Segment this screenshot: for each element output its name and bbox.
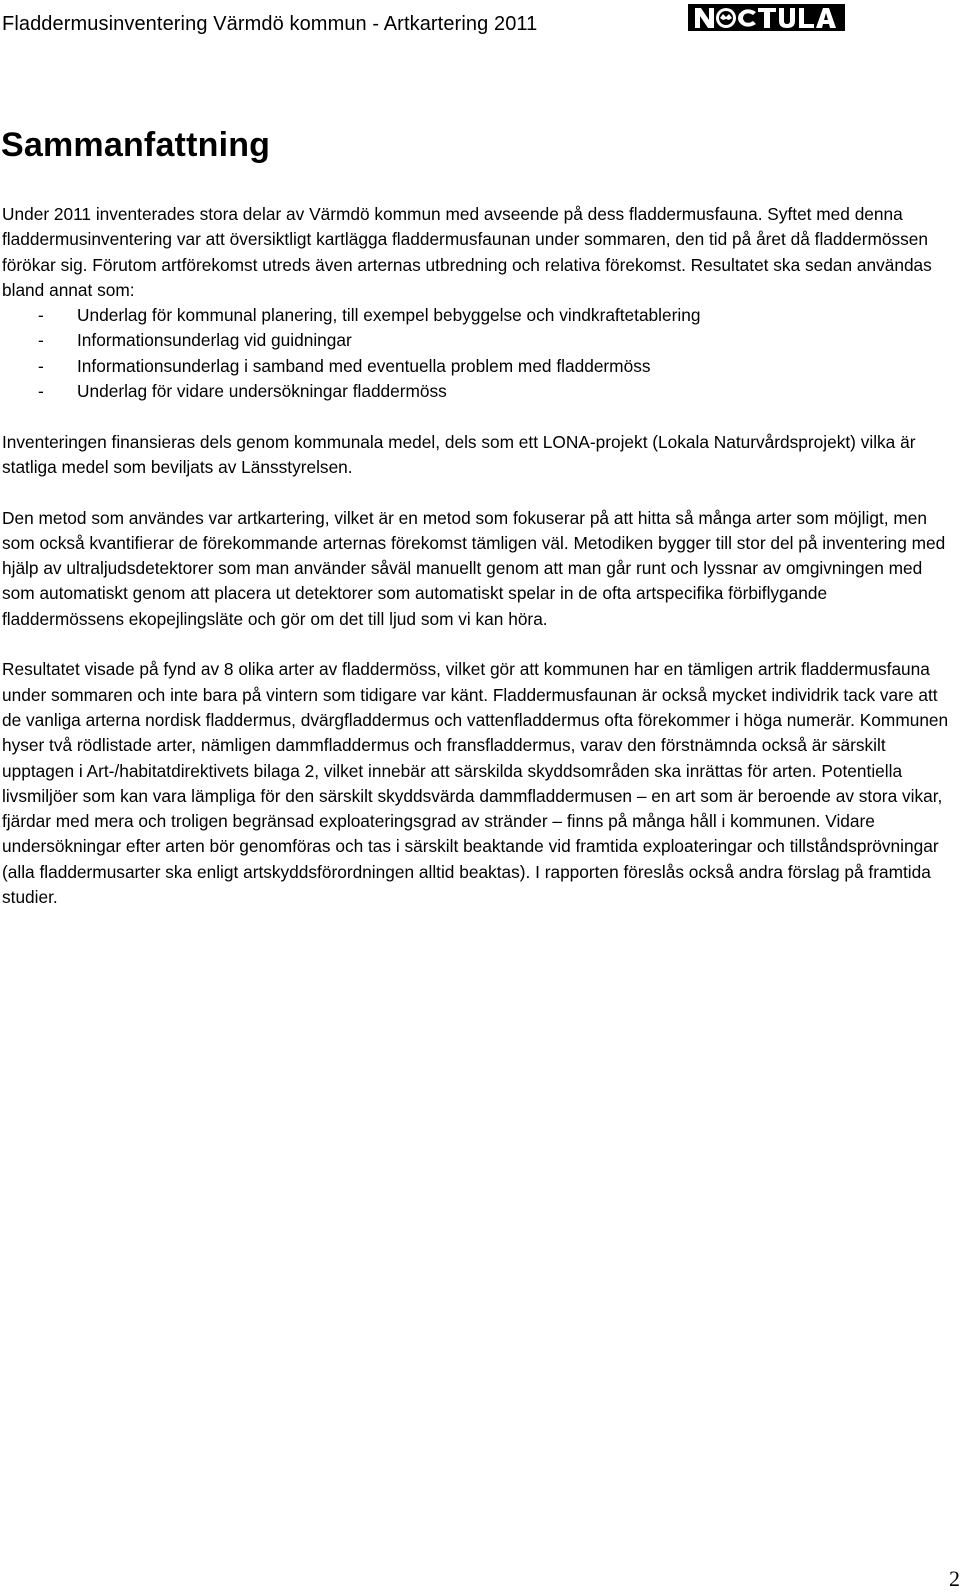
list-item: [2, 354, 952, 379]
usage-list: [2, 303, 952, 404]
noctula-logo: [688, 4, 845, 31]
funding-paragraph: Inventeringen finansieras dels genom kommunala medel, dels som ett LONA-projekt (Lokala Naturvårdsprojekt) vilka är statliga medel som beviljats av Länsstyrelsen.: [2, 431, 916, 477]
bullet-dash: -: [38, 330, 44, 351]
bullet-dash: -: [38, 355, 44, 376]
noctula-logo-wordmark: [692, 7, 842, 29]
list-item-text: Informationsunderlag i samband med eventuella problem med fladdermöss: [77, 355, 651, 376]
list-item-text: Informationsunderlag vid guidningar: [77, 330, 352, 351]
section-heading: Sammanfattning: [1, 126, 271, 164]
page-number: 2: [949, 1566, 960, 1591]
results-paragraph: Resultatet visade på fynd av 8 olika arter av fladdermöss, vilket gör att kommunen har en tämligen artrik fladdermusfauna under sommaren och inte bara på vintern som tidigare var känt. Fladdermusfaunan är också mycket individrik tack vare att de vanliga arterna nordisk fladdermus, dvärgfladdermus och vattenfladdermus ofta förekommer i höga numerär. Kommunen hyser två rödlistade arter, nämligen dammfladdermus och fransfladdermus, varav den förstnämnda också är särskilt upptagen i Art-/habitatdirektivets bilaga 2, vilket innebär att särskilda skyddsområden ska inrättas för arten. Potentiella livsmiljöer som kan vara lämpliga för den särskilt skyddsvärda dammfladdermusen – en art som är beroende av stora vikar, fjärdar med mera och troligen begränsad exploateringsgrad av stränder – finns på många håll i kommunen. Vidare undersökningar efter arten bör genomföras och tas i särskilt beaktande vid framtida exploateringar och tillståndsprövningar (alla fladdermusarter ska enligt artskyddsförordningen alltid beaktas). I rapporten föreslås också andra förslag på framtida studier.: [2, 659, 949, 908]
list-item-text: Underlag för vidare undersökningar fladdermöss: [77, 381, 447, 402]
summary-body: [2, 202, 952, 910]
bullet-dash: -: [38, 305, 44, 326]
list-item-text: Underlag för kommunal planering, till exempel bebyggelse och vindkraftetablering: [77, 305, 701, 326]
list-item: [2, 303, 952, 328]
list-item: [2, 328, 952, 353]
header-title: Fladdermusinventering Värmdö kommun - Artkartering 2011: [2, 13, 538, 35]
method-paragraph: Den metod som användes var artkartering, vilket är en metod som fokuserar på att hitta så många arter som möjligt, men som också kvantifierar de förekommande arternas förekomst tämligen väl. Metodiken bygger till stor del på inventering med hjälp av ultraljudsdetektorer som man använder såväl manuellt genom att man går runt och lyssnar av omgivningen med som automatiskt genom att placera ut detektorer som automatiskt spelar in de ofta artspecifika förbiflygande fladdermössens ekopejlingsläte och gör om det till ljud som vi kan höra.: [2, 507, 946, 629]
intro-paragraph: Under 2011 inventerades stora delar av Värmdö kommun med avseende på dess fladdermusfauna. Syftet med denna fladdermusinventering var att översiktligt kartlägga fladdermusfaunan under sommaren, den tid på året då fladdermössen förökar sig. Förutom artförekomst utreds även arternas utbredning och relativa förekomst. Resultatet ska sedan användas bland annat som:: [2, 204, 932, 300]
bullet-dash: -: [38, 381, 44, 402]
list-item: [2, 379, 952, 404]
